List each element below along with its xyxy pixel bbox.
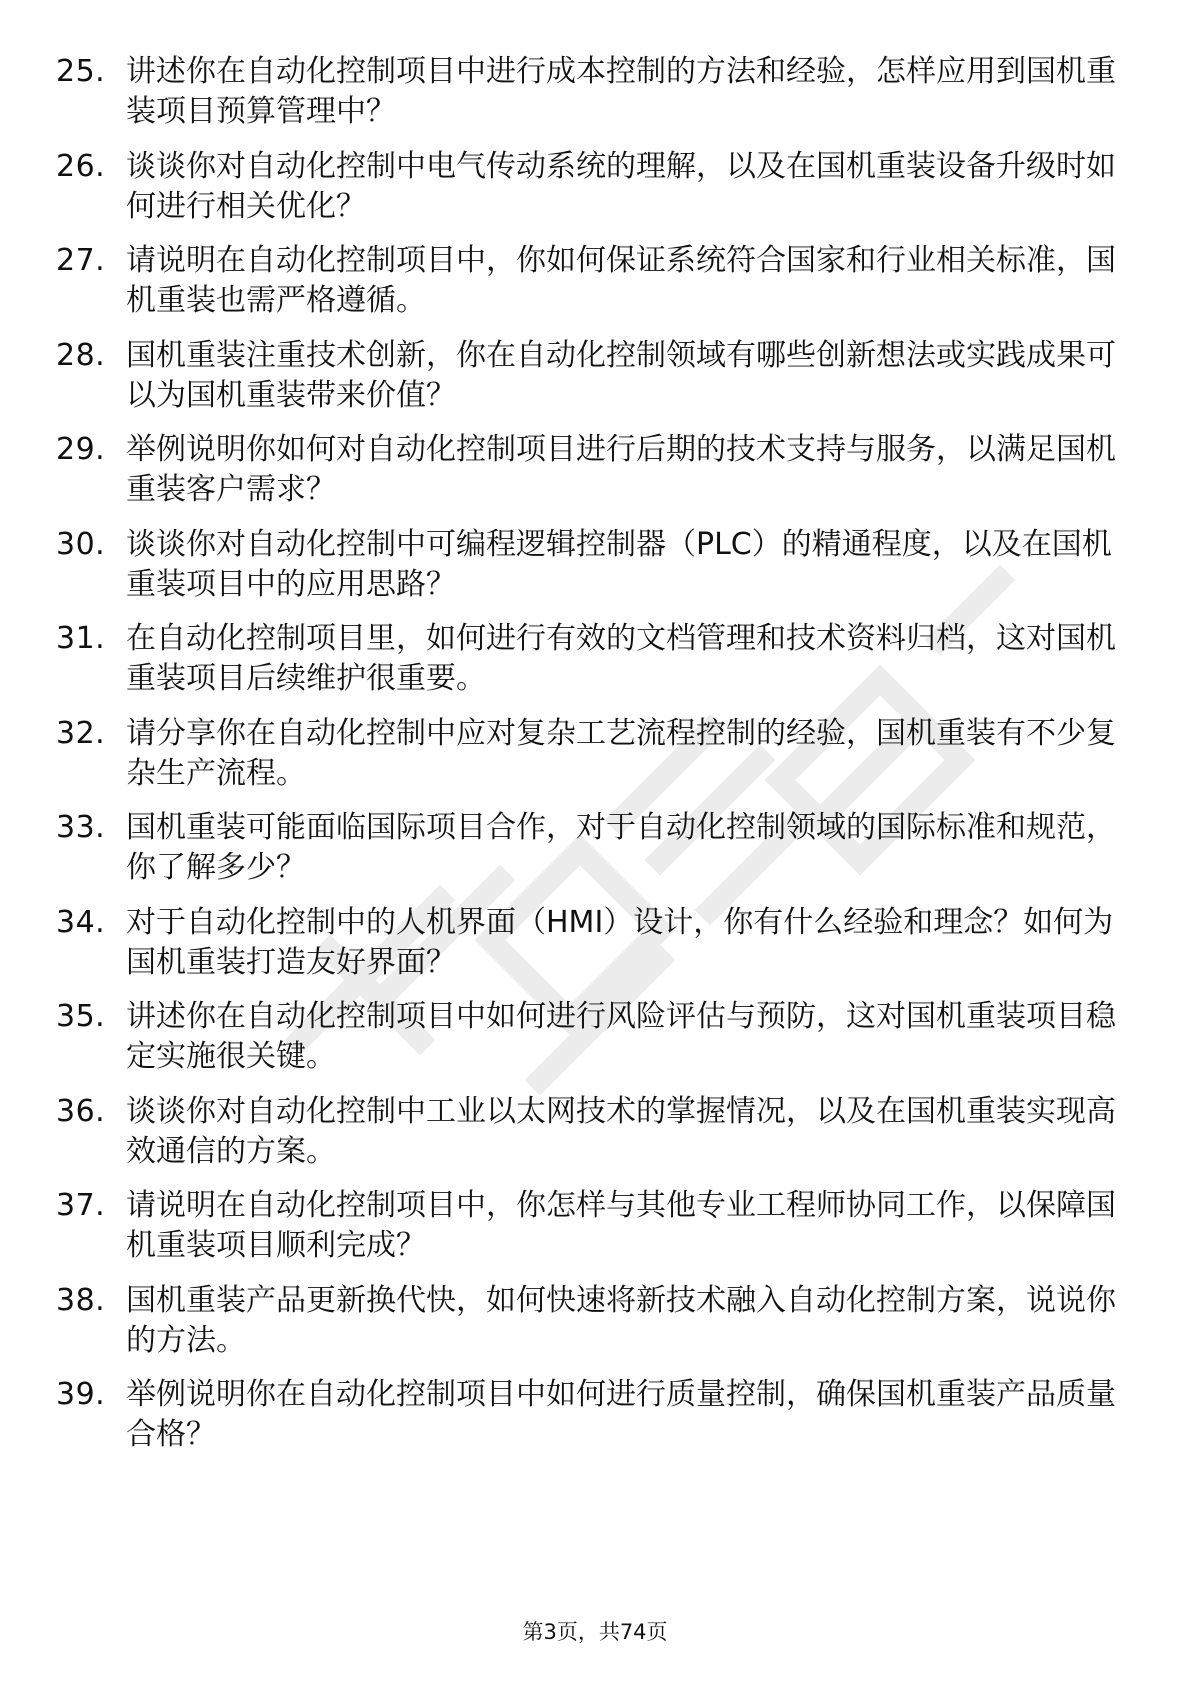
list-item bbox=[56, 241, 1116, 321]
question-number: 39. bbox=[56, 1377, 106, 1412]
question-text: 讲述你在自动化控制项目中如何进行风险评估与预防，这对国机重装项目稳定实施很关键。 bbox=[126, 999, 1116, 1074]
list-item bbox=[56, 1092, 1116, 1172]
question-number: 38. bbox=[56, 1282, 106, 1318]
question-text: 对于自动化控制中的人机界面（HMI）设计，你有什么经验和理念？如何为国机重装打造友好界面？ bbox=[126, 904, 1114, 980]
question-number: 34. bbox=[56, 904, 106, 940]
question-number: 28. bbox=[56, 337, 106, 373]
question-number: 36. bbox=[56, 1093, 106, 1129]
question-text: 谈谈你对自动化控制中电气传动系统的理解，以及在国机重装设备升级时如何进行相关优化？ bbox=[126, 148, 1116, 224]
question-number: 37. bbox=[56, 1188, 106, 1223]
question-text: 国机重装产品更新换代快，如何快速将新技术融入自动化控制方案，说说你的方法。 bbox=[126, 1282, 1116, 1358]
question-text: 国机重装注重技术创新，你在自动化控制领域有哪些创新想法或实践成果可以为国机重装带来价值？ bbox=[126, 337, 1116, 413]
list-item bbox=[56, 997, 1116, 1077]
question-number: 27. bbox=[56, 243, 106, 278]
list-item bbox=[56, 525, 1116, 605]
question-text: 讲述你在自动化控制项目中进行成本控制的方法和经验，怎样应用到国机重装项目预算管理中？ bbox=[126, 54, 1116, 129]
question-number: 30. bbox=[56, 526, 106, 562]
question-text: 举例说明你如何对自动化控制项目进行后期的技术支持与服务，以满足国机重装客户需求？ bbox=[126, 432, 1116, 507]
list-item bbox=[56, 808, 1116, 888]
list-item bbox=[56, 1186, 1116, 1266]
list-item bbox=[56, 430, 1116, 510]
question-text: 举例说明你在自动化控制项目中如何进行质量控制，确保国机重装产品质量合格？ bbox=[126, 1377, 1116, 1452]
question-text: 谈谈你对自动化控制中可编程逻辑控制器（PLC）的精通程度，以及在国机重装项目中的应用思路？ bbox=[126, 526, 1112, 602]
question-text: 请说明在自动化控制项目中，你怎样与其他专业工程师协同工作，以保障国机重装项目顺利完成？ bbox=[126, 1188, 1116, 1263]
list-item bbox=[56, 52, 1116, 132]
question-text: 国机重装可能面临国际项目合作，对于自动化控制领域的国际标准和规范，你了解多少？ bbox=[126, 810, 1116, 885]
question-text: 在自动化控制项目里，如何进行有效的文档管理和技术资料归档，这对国机重装项目后续维护很重要。 bbox=[126, 621, 1116, 696]
list-item bbox=[56, 1375, 1116, 1455]
list-item bbox=[56, 336, 1116, 416]
list-item bbox=[56, 714, 1116, 794]
question-list bbox=[56, 52, 1116, 1470]
question-text: 请说明在自动化控制项目中，你如何保证系统符合国家和行业相关标准，国机重装也需严格遵循。 bbox=[126, 243, 1116, 318]
question-number: 29. bbox=[56, 432, 106, 467]
question-number: 25. bbox=[56, 54, 106, 89]
list-item bbox=[56, 903, 1116, 983]
question-text: 谈谈你对自动化控制中工业以太网技术的掌握情况，以及在国机重装实现高效通信的方案。 bbox=[126, 1093, 1116, 1169]
question-number: 33. bbox=[56, 810, 106, 845]
question-number: 32. bbox=[56, 715, 106, 751]
list-item bbox=[56, 619, 1116, 699]
page-number-footer: 第3页，共74页 bbox=[522, 1620, 668, 1644]
list-item bbox=[56, 1281, 1116, 1361]
question-number: 31. bbox=[56, 621, 106, 656]
question-text: 请分享你在自动化控制中应对复杂工艺流程控制的经验，国机重装有不少复杂生产流程。 bbox=[126, 715, 1116, 791]
list-item bbox=[56, 147, 1116, 227]
question-number: 26. bbox=[56, 148, 106, 184]
question-number: 35. bbox=[56, 999, 106, 1034]
